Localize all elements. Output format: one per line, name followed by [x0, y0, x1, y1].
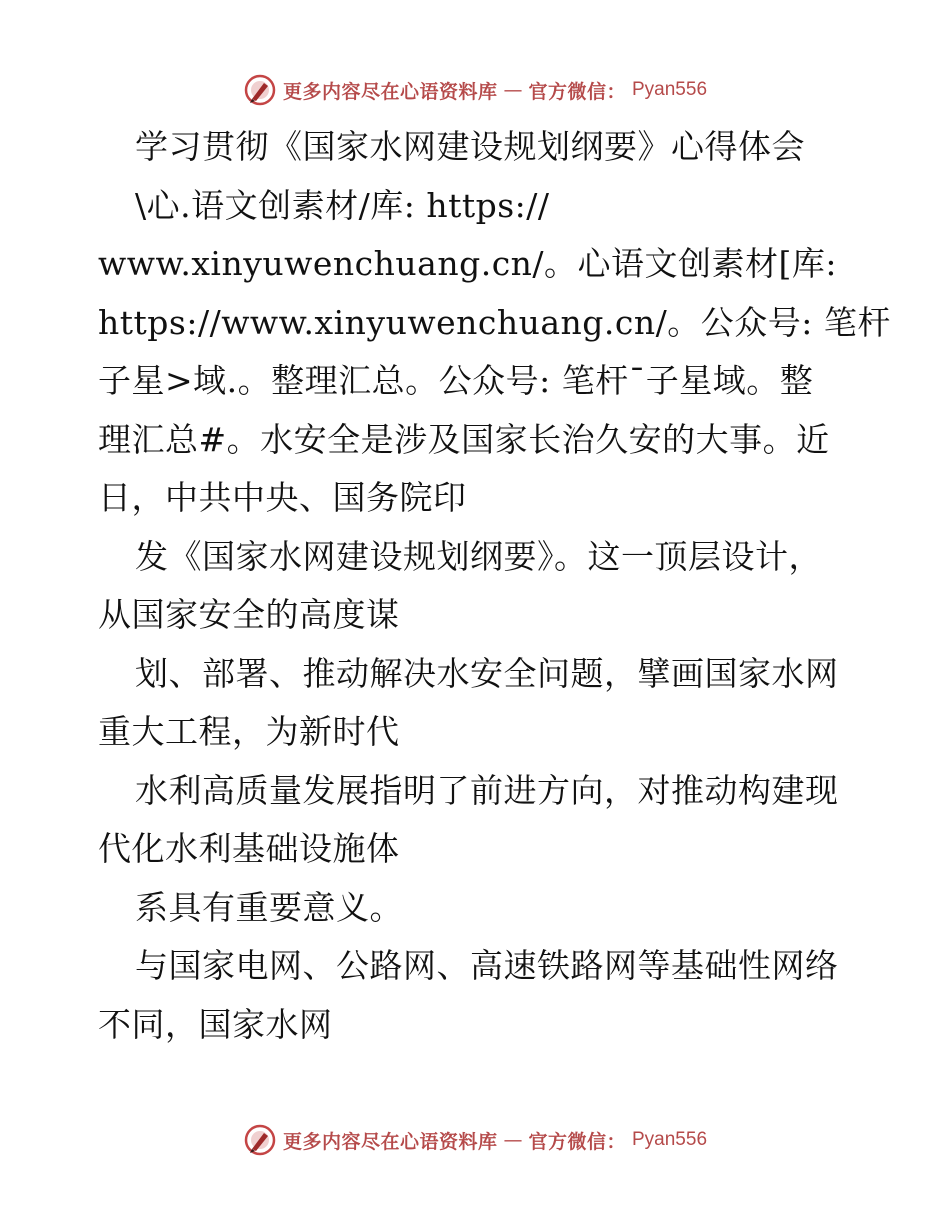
watermark-label: 官方微信： [528, 80, 626, 103]
header-watermark-banner [0, 70, 950, 110]
watermark-main-text: 更多内容尽在心语资料库 [282, 80, 498, 103]
text-line: https://www.xinyuwenchuang.cn/。公众号: 笔杆 [98, 302, 891, 342]
watermark-handle: Pyan556 [632, 1129, 708, 1150]
text-line: 与国家电网、公路网、高速铁路网等基础性网络 [135, 946, 839, 985]
watermark-separator: — [503, 79, 523, 101]
text-line: 不同，国家水网 [98, 1004, 333, 1044]
pen-logo-icon [243, 1123, 277, 1157]
text-line: 理汇总#。水安全是涉及国家长治久安的大事。近 [98, 419, 830, 459]
document-body [98, 118, 891, 1054]
text-line: 日，中共中央、国务院印 [98, 478, 467, 517]
text-line: \心.语文创素材/库: https:// [135, 185, 550, 225]
watermark-handle: Pyan556 [632, 79, 708, 100]
text-line: 代化水利基础设施体 [98, 829, 400, 868]
text-line: 从国家安全的高度谋 [98, 595, 400, 634]
watermark-main-text: 更多内容尽在心语资料库 [282, 1130, 498, 1153]
text-line: 水利高质量发展指明了前进方向，对推动构建现 [135, 770, 839, 810]
watermark-label: 官方微信： [528, 1130, 626, 1153]
text-line: 发《国家水网建设规划纲要》。这一顶层设计， [135, 536, 822, 576]
document-title: 学习贯彻《国家水网建设规划纲要》心得体会 [135, 127, 805, 166]
text-line: 系具有重要意义。 [135, 887, 403, 927]
pen-logo-icon [243, 73, 277, 107]
text-line: www.xinyuwenchuang.cn/。心语文创素材[库: [98, 244, 838, 283]
text-line: 子星>域.。整理汇总。公众号: 笔杆¯子星域。整 [98, 361, 814, 400]
text-line: 划、部署、推动解决水安全问题，擘画国家水网 [135, 653, 839, 693]
text-line: 重大工程，为新时代 [98, 712, 400, 751]
footer-watermark-banner [0, 1120, 950, 1160]
watermark-separator: — [503, 1129, 523, 1151]
